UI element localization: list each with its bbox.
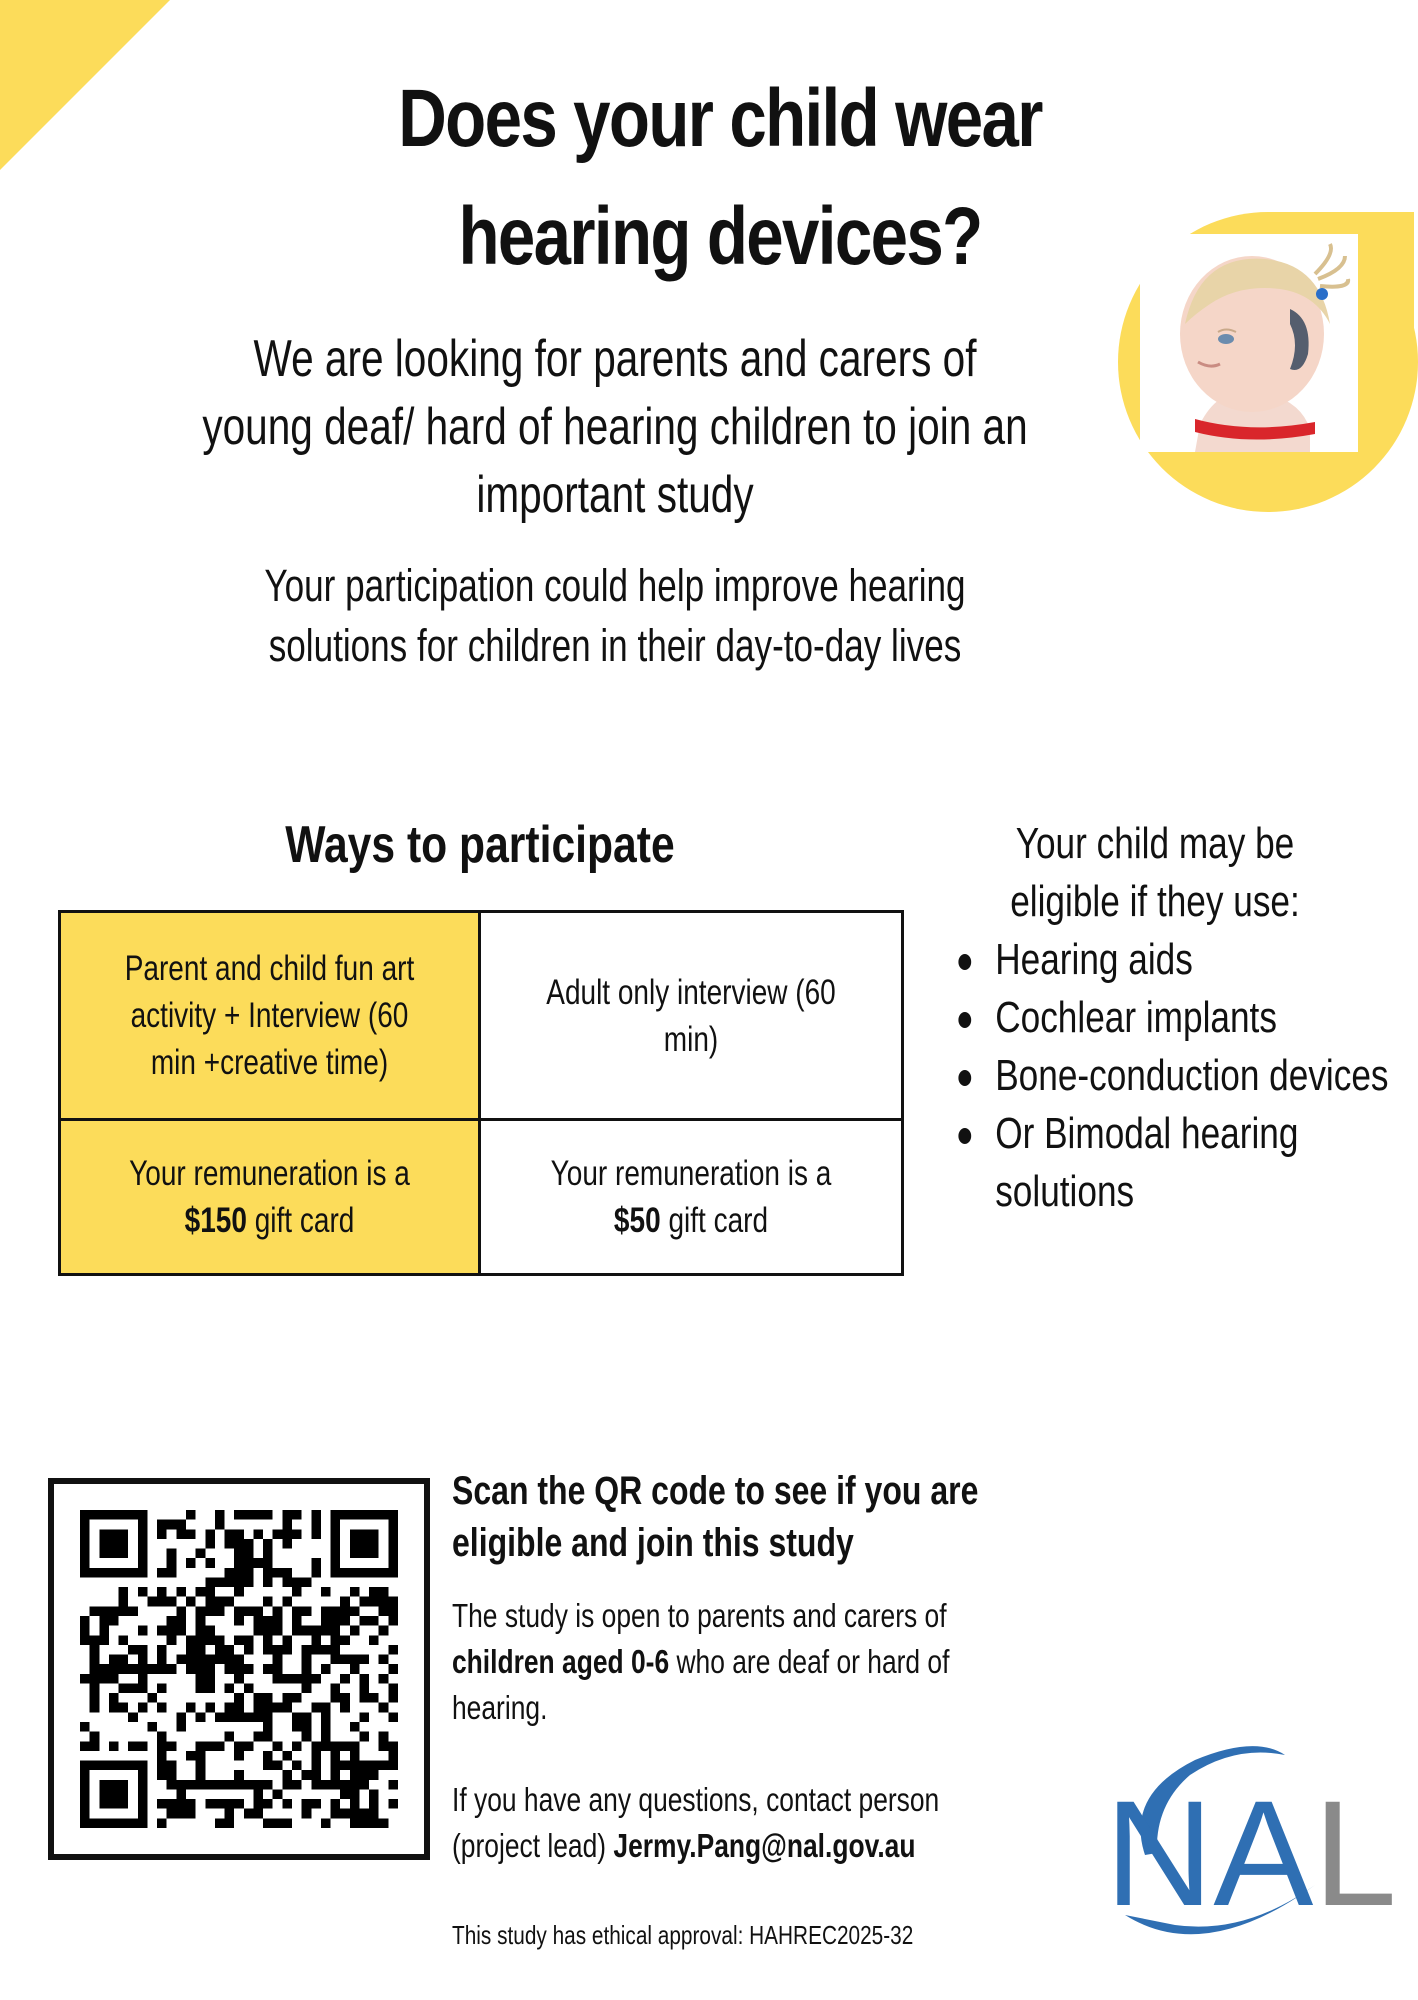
remuneration-amount: $50 (613, 1201, 661, 1240)
bullet-icon (958, 954, 971, 970)
bullet-icon (958, 1012, 971, 1028)
bullet-icon (958, 1070, 971, 1086)
ethics-approval: This study has ethical approval: HAHREC2025-32 (452, 1920, 914, 1950)
list-item: Cochlear implants (920, 989, 1390, 1047)
logo-letters: NAL (1105, 1769, 1397, 1937)
list-item: Or Bimodal hearing solutions (920, 1105, 1390, 1221)
option-adult-interview-label: Adult only interview (60 min) (546, 972, 836, 1059)
remuneration-prefix: Your remuneration is a (129, 1154, 410, 1193)
contact-info: If you have any questions, contact person (project lead) Jermy.Pang@nal.gov.au (452, 1781, 940, 1864)
participation-table (58, 910, 904, 1276)
eligibility-note: The study is open to parents and carers of children aged 0-6 who are deaf or hard of hearing. (452, 1597, 950, 1726)
option-art-activity-label: Parent and child fun art activity + Interview (60 min +creative time) (124, 949, 415, 1082)
child-photo (1140, 234, 1358, 452)
corner-decoration (0, 0, 170, 170)
eligibility-section (920, 815, 1390, 1221)
option-art-activity (61, 913, 481, 1121)
remuneration-suffix: gift card (254, 1201, 355, 1240)
eligibility-list (920, 931, 1390, 1221)
page-title: Does your child wear hearing devices? (398, 73, 1042, 282)
qr-code[interactable] (48, 1478, 430, 1860)
qr-code-icon (80, 1510, 398, 1828)
eligibility-intro: Your child may be eligible if they use: (1010, 819, 1300, 926)
lead-text: We are looking for parents and carers of young deaf/ hard of hearing children to join an important study (202, 330, 1028, 524)
subtitle-text: Your participation could help improve hearing solutions for children in their day-to-day lives (264, 560, 966, 671)
nal-logo-icon (1085, 1735, 1397, 1955)
contact-email-link[interactable]: Jermy.Pang@nal.gov.au (613, 1827, 916, 1864)
bullet-icon (958, 1128, 971, 1144)
remuneration-suffix: gift card (668, 1201, 769, 1240)
remuneration-prefix: Your remuneration is a (550, 1154, 832, 1193)
remuneration-art-activity (61, 1121, 481, 1273)
child-with-hearing-device-image (1140, 234, 1358, 452)
nal-logo (1085, 1735, 1397, 1960)
remuneration-amount: $150 (184, 1201, 247, 1240)
scan-instruction: Scan the QR code to see if you are eligible and join this study (452, 1469, 979, 1565)
ways-heading: Ways to participate (285, 816, 675, 874)
option-adult-interview (481, 913, 901, 1121)
list-item: Hearing aids (920, 931, 1390, 989)
remuneration-adult-interview (481, 1121, 901, 1273)
list-item: Bone-conduction devices (920, 1047, 1390, 1105)
